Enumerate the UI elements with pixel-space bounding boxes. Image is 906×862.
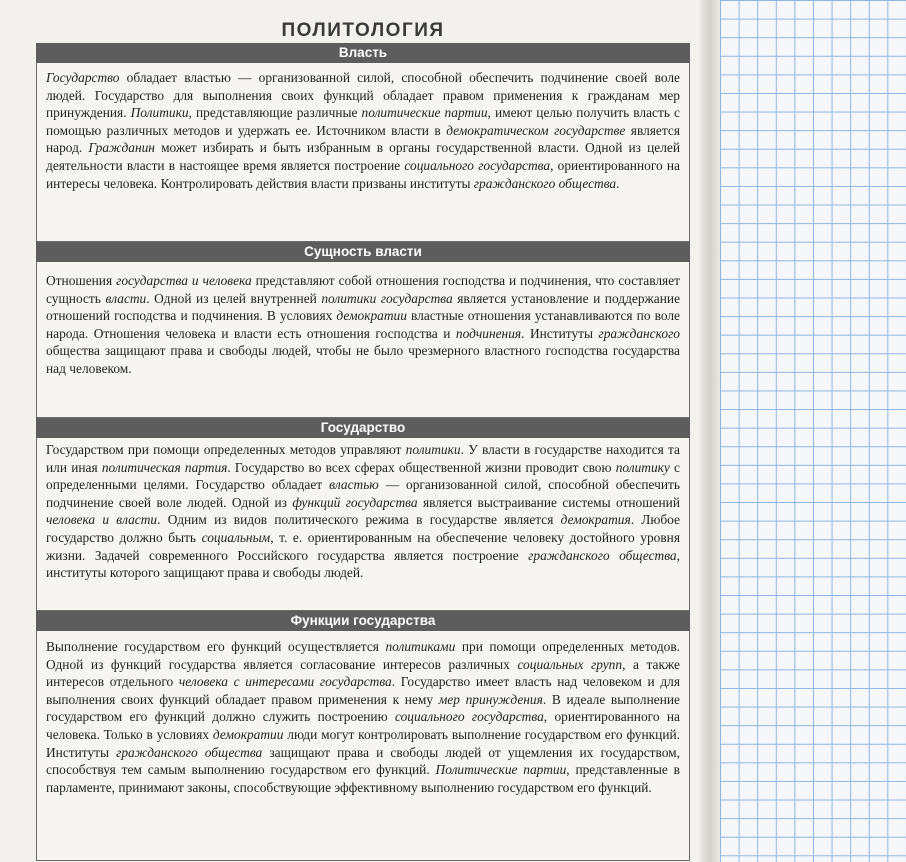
italic-term: демократическом государстве	[446, 122, 626, 138]
italic-term: политики	[405, 442, 461, 457]
section-text	[36, 63, 690, 242]
text-run: . Любое государство должно быть	[46, 512, 680, 545]
italic-term: Гражданин	[88, 140, 155, 156]
section-heading: Сущность власти	[36, 242, 690, 262]
section-text	[36, 262, 690, 418]
text-run: . У власти в государстве находится та или иная	[46, 442, 680, 475]
italic-term: Государство	[46, 70, 120, 85]
text-run: является установление и поддержание отношений господства и подчинения. В условиях	[46, 290, 681, 324]
italic-term: социальным	[201, 529, 271, 545]
text-run: . Одной из целей внутренней	[146, 290, 322, 306]
notebook-binding	[700, 0, 722, 862]
sections-container	[36, 43, 690, 861]
italic-term: политическая партия	[101, 459, 228, 475]
section-state-functions	[36, 611, 690, 861]
section-power	[36, 43, 690, 242]
italic-term: гражданского общества	[116, 744, 263, 760]
section-state	[36, 418, 690, 611]
italic-term: человека с интересами государства	[178, 674, 392, 690]
text-run: — организованной силой, способной обеспечить подчинение своей воле людей. Одной из	[46, 477, 680, 510]
italic-term: гражданского общества	[528, 547, 677, 563]
text-run: с определенными целями. Государство обладает	[46, 459, 680, 493]
text-run: представляют собой отношения господства и подчинения, что составляет сущность	[46, 273, 680, 306]
italic-term: подчинения	[455, 325, 522, 341]
text-run: . Государство имеет власть над человеком и для выполнения своих функций обладает правом применения к нему	[46, 674, 680, 707]
text-run: является народ.	[46, 122, 680, 156]
italic-term: функций государства	[292, 494, 418, 510]
text-run: , представленные в парламенте, принимают законы, способствующие эффективному выполнению государством его функций.	[46, 762, 680, 795]
text-run: . Институты	[521, 325, 599, 341]
section-text	[36, 631, 690, 861]
text-run: . Одним из видов политического режима в государстве является	[157, 512, 561, 528]
italic-term: человека и власти	[46, 512, 158, 528]
text-run: является выстраивание системы отношений	[417, 494, 680, 510]
italic-term: социальных групп	[517, 656, 623, 672]
italic-term: демократии	[212, 726, 284, 742]
italic-term: демократии	[336, 308, 407, 324]
grid-paper	[720, 0, 906, 862]
italic-term: демократия	[560, 512, 631, 528]
italic-term: политики государства	[321, 290, 453, 306]
section-text	[36, 438, 690, 611]
section-heading: Власть	[36, 43, 690, 63]
text-run: , а также интересов отдельного	[46, 656, 680, 690]
italic-term: власти	[105, 290, 147, 306]
italic-term: политику	[615, 459, 670, 475]
italic-term: мер принуждения	[438, 691, 543, 707]
section-heading: Функции государства	[36, 611, 690, 631]
text-run: обладает властью — организованной силой, способной обеспечить подчинение своей воле людей. Государство для выполнения своих функций обладает правом применения к гражданам мер принуждения.	[46, 70, 680, 121]
text-run: при помощи определенных методов. Одной из функций государства является согласование интересов различных	[46, 639, 681, 672]
italic-term: государства и человека	[116, 273, 252, 288]
text-run: может избирать и быть избранным в органы государственной власти. Одной из целей деятельности власти в настоящее время является построение	[46, 140, 680, 173]
text-run: , представляющие различные	[188, 105, 362, 121]
text-run: , имеют целью получить власть с помощью различных методов и удержать ее. Источником власти в	[46, 105, 680, 138]
text-run: . Государство во всех сферах общественной жизни проводит свою	[227, 459, 616, 475]
section-heading: Государство	[36, 418, 690, 438]
italic-term: социального государства	[394, 709, 544, 725]
text-run: люди могут контролировать выполнение государством его функций. Институты	[46, 726, 680, 760]
text-run: Государством при помощи определенных методов управляют	[46, 442, 406, 457]
text-run: защищают права и свободы людей от ущемления их государством, способствуя тем самым выполнению государством его функций.	[46, 744, 680, 778]
italic-term: Политические партии	[435, 762, 567, 778]
italic-term: социального государства	[404, 157, 551, 173]
text-run: Выполнение государством его функций осуществляется	[46, 639, 386, 654]
text-run: , ориентированного на интересы человека. Контролировать действия власти призваны институты	[46, 157, 680, 191]
text-run: . В идеале выполнение государством его функций должно служить построению	[46, 691, 681, 725]
italic-term: политиками	[385, 639, 456, 654]
text-run: , т. е. ориентированным на обеспечение человеку достойного уровня жизни. Задачей современного Российского государства является построение	[46, 529, 681, 563]
italic-term: политические партии	[361, 105, 488, 121]
italic-term: гражданского общества	[473, 175, 617, 191]
text-run: Отношения	[46, 273, 117, 288]
section-essence-of-power	[36, 242, 690, 418]
italic-term: Политики	[130, 105, 189, 121]
text-run: , институты которого защищают права и свободы людей.	[46, 547, 680, 581]
page-title: ПОЛИТОЛОГИЯ	[281, 20, 445, 41]
text-run: , ориентированного на человека. Только в условиях	[46, 709, 680, 742]
italic-term: властью	[329, 477, 379, 493]
text-run: властные отношения устанавливаются по воле народа. Отношения человека и власти есть отношения господства и	[46, 308, 680, 341]
italic-term: гражданского	[598, 325, 680, 341]
text-run: .	[616, 175, 620, 191]
text-run: общества защищают права и свободы людей, чтобы не было чрезмерного властного господства государства над человеком.	[46, 343, 680, 376]
